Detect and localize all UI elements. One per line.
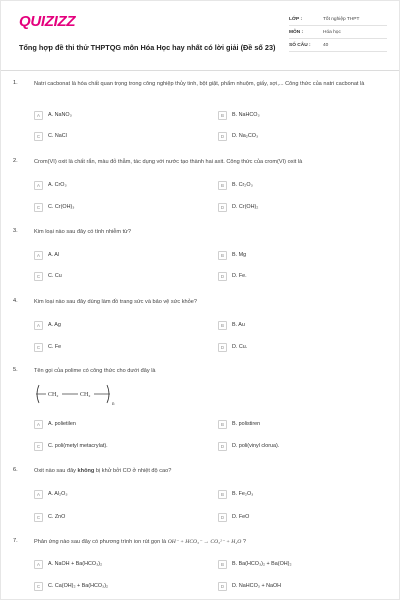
option-letter-box: C — [34, 442, 43, 451]
option-text: D. Cr(OH)₂ — [232, 204, 259, 210]
meta-table — [289, 13, 387, 52]
option-text: C. Fe — [48, 344, 62, 350]
option-letter-box: B — [218, 181, 227, 190]
option-text: C. Cu — [48, 273, 62, 279]
option-letter-box: A — [34, 251, 43, 260]
option-text: B. Cr₂O₃ — [232, 182, 253, 188]
question-text — [34, 467, 385, 476]
option-letter-box: C — [34, 272, 43, 281]
option-text: C. poli(metyl metacrylat). — [48, 443, 108, 449]
meta-row-class — [289, 13, 387, 26]
question-3 — [13, 228, 385, 288]
option-text: D. NaHCO₃ + NaOH — [232, 583, 282, 589]
question-text: Crom(VI) oxit là chất rắn, màu đỏ thẫm, tác dụng với nước tạo thành hai axit. Công thức của crom(VI) oxit là — [34, 159, 303, 165]
option-d[interactable] — [218, 271, 247, 281]
option-text: C. NaCl — [48, 133, 67, 139]
option-a[interactable] — [34, 559, 102, 569]
option-letter-box: C — [34, 203, 43, 212]
option-letter-box: C — [34, 582, 43, 591]
option-a[interactable] — [34, 489, 68, 499]
polymer-formula — [34, 381, 134, 407]
option-b[interactable] — [218, 320, 245, 330]
option-letter-box: B — [218, 420, 227, 429]
option-letter-box: D — [218, 343, 227, 352]
option-b[interactable] — [218, 180, 253, 190]
option-letter-box: B — [218, 111, 227, 120]
option-text: D. Fe. — [232, 273, 247, 279]
meta-label: LỚP : — [289, 16, 303, 22]
option-a[interactable] — [34, 110, 72, 120]
option-letter-box: A — [34, 111, 43, 120]
option-text: D. Cu. — [232, 344, 248, 350]
option-text: B. Au — [232, 322, 245, 328]
option-letter-box: D — [218, 203, 227, 212]
meta-row-count — [289, 39, 387, 52]
question-number: 4. — [13, 298, 18, 304]
question-number: 7. — [13, 538, 18, 544]
option-letter-box: B — [218, 321, 227, 330]
question-6 — [13, 467, 385, 529]
option-b[interactable] — [218, 419, 260, 429]
option-letter-box: B — [218, 560, 227, 569]
meta-label: MÔN : — [289, 29, 304, 35]
option-letter-box: A — [34, 490, 43, 499]
option-c[interactable] — [34, 581, 108, 591]
option-text: A. Al₂O₃ — [48, 491, 68, 497]
question-number: 1. — [13, 80, 18, 86]
option-text: A. Al — [48, 252, 60, 258]
option-text: A. NaOH + Ba(HCO₃)₂ — [48, 561, 103, 567]
option-text: B. polistiren — [232, 421, 261, 427]
option-b[interactable] — [218, 489, 253, 499]
question-2 — [13, 158, 385, 218]
option-text: D. Na₂CO₃ — [232, 133, 259, 139]
option-letter-box: D — [218, 582, 227, 591]
option-d[interactable] — [218, 202, 258, 212]
option-letter-box: A — [34, 321, 43, 330]
option-c[interactable] — [34, 202, 74, 212]
quizizz-logo: QUIZIZZ — [19, 13, 76, 30]
option-c[interactable] — [34, 271, 62, 281]
option-letter-box: D — [218, 272, 227, 281]
option-letter-box: A — [34, 181, 43, 190]
question-text-emphasis: không — [77, 468, 95, 474]
option-text: A. Ag — [48, 322, 61, 328]
option-letter-box: B — [218, 251, 227, 260]
option-text: B. Ba(HCO₃)₂ + Ba(OH)₂ — [232, 561, 292, 567]
option-d[interactable] — [218, 581, 281, 591]
question-5 — [13, 367, 385, 462]
option-text: B. Mg — [232, 252, 247, 258]
option-a[interactable] — [34, 250, 59, 260]
question-text-suffix: ? — [241, 539, 247, 545]
question-text — [34, 538, 385, 547]
worksheet-header — [19, 13, 385, 69]
option-d[interactable] — [218, 512, 249, 522]
option-letter-box: D — [218, 442, 227, 451]
option-letter-box: C — [34, 132, 43, 141]
option-text: A. NaNO₃ — [48, 112, 72, 118]
ionic-equation: OH⁻ + HCO₃⁻ → CO₃²⁻ + H₂O — [167, 539, 242, 545]
option-d[interactable] — [218, 131, 258, 141]
option-b[interactable] — [218, 110, 260, 120]
option-letter-box: B — [218, 490, 227, 499]
header-divider — [1, 70, 399, 71]
option-text: C. ZnO — [48, 514, 66, 520]
question-text: Natri cacbonat là hóa chất quan trọng trong công nghiệp thủy tinh, bột giặt, phẩm nhuộm, giấy, sợi,... Công thức của natri cacbonat là — [34, 81, 365, 87]
option-letter-box: A — [34, 420, 43, 429]
option-a[interactable] — [34, 320, 61, 330]
option-letter-box: C — [34, 513, 43, 522]
option-c[interactable] — [34, 512, 65, 522]
question-number: 2. — [13, 158, 18, 164]
option-a[interactable] — [34, 180, 67, 190]
option-c[interactable] — [34, 441, 108, 451]
option-b[interactable] — [218, 559, 292, 569]
option-text: A. CrO₃ — [48, 182, 67, 188]
option-b[interactable] — [218, 250, 246, 260]
meta-label: SỐ CÂU : — [289, 42, 311, 48]
meta-value: Hóa học — [323, 29, 341, 35]
meta-value: 40 — [323, 42, 329, 48]
option-d[interactable] — [218, 342, 247, 352]
option-letter-box: D — [218, 132, 227, 141]
option-text: C. Cr(OH)₃ — [48, 204, 75, 210]
option-a[interactable] — [34, 419, 76, 429]
question-text-prefix: Phản ứng nào sau đây có phương trình ion rút gọn là — [34, 539, 168, 545]
formula-subscript-n: n — [112, 402, 115, 407]
question-1 — [13, 80, 385, 150]
question-text: Kim loại nào sau đây có tính nhiễm từ? — [34, 229, 132, 235]
option-text: D. poli(vinyl clorua). — [232, 443, 280, 449]
question-7 — [13, 538, 385, 598]
question-text: Kim loại nào sau đây dùng làm đồ trang sức và bảo vệ sức khỏe? — [34, 299, 197, 305]
option-c[interactable] — [34, 131, 67, 141]
option-letter-box: D — [218, 513, 227, 522]
formula-left-group: CH₂ — [48, 392, 59, 398]
meta-row-subject — [289, 26, 387, 39]
meta-value: Tốt nghiệp THPT — [323, 16, 360, 22]
question-text: Tên gọi của polime có công thức cho dưới đây là — [34, 368, 156, 374]
question-number: 6. — [13, 467, 18, 473]
option-text: C. Ca(OH)₂ + Ba(HCO₃)₂ — [48, 583, 109, 589]
question-text-prefix: Oxit nào sau đây — [34, 468, 78, 474]
question-number: 5. — [13, 367, 18, 373]
option-letter-box: A — [34, 560, 43, 569]
option-c[interactable] — [34, 342, 61, 352]
question-number: 3. — [13, 228, 18, 234]
option-text: B. Fe₂O₃ — [232, 491, 254, 497]
formula-right-group: CH₂ — [80, 392, 91, 398]
option-text: A. polietilen — [48, 421, 76, 427]
question-4 — [13, 298, 385, 358]
question-text-suffix: bị khử bởi CO ở nhiệt độ cao? — [94, 468, 172, 474]
option-d[interactable] — [218, 441, 279, 451]
page-title: Tổng hợp đề thi thử THPTQG môn Hóa Học hay nhất có lời giải (Đề số 23) — [19, 43, 276, 52]
option-letter-box: C — [34, 343, 43, 352]
option-text: D. FeO — [232, 514, 250, 520]
option-text: B. NaHCO₃ — [232, 112, 260, 118]
